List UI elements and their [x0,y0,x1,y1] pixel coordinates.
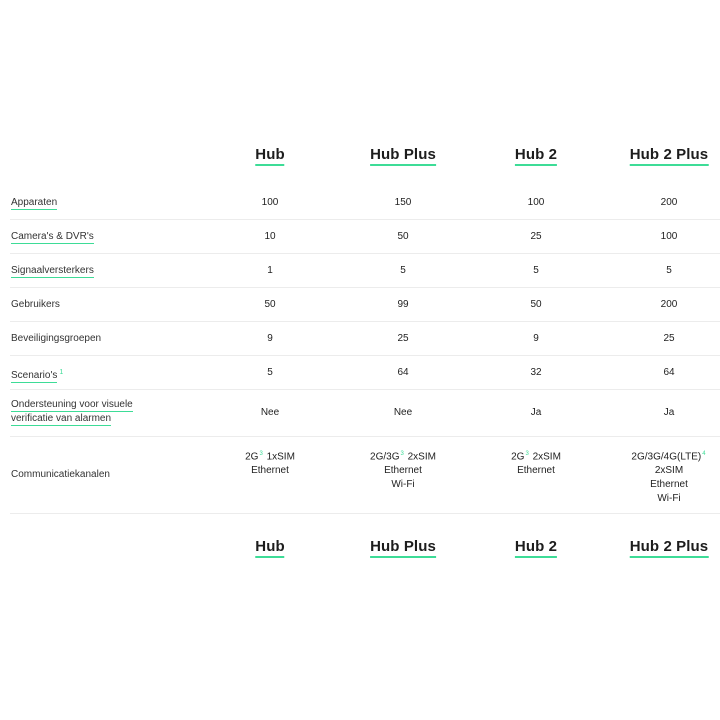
table-row [10,288,720,322]
header-hub-link[interactable]: Hub [255,146,284,166]
cell-value: 99 [397,299,409,310]
row-label-communicatiekanalen: Communicatiekanalen [11,469,110,480]
channel-sim: 1xSIM [266,451,295,463]
table-row [10,254,720,288]
channels-cell [245,447,295,478]
footnote-marker[interactable]: 1 [59,369,64,376]
row-label-visual-verification[interactable]: Ondersteuning voor visuele verificatie van alarmen [11,399,133,424]
cell-value: 50 [530,299,542,310]
table-row [10,322,720,356]
cell-value: 200 [660,299,678,310]
table-row [10,186,720,220]
channel-line: Ethernet [384,465,422,477]
cell-value: 64 [397,367,409,378]
cell-value: 50 [397,231,409,242]
cell-value: 5 [400,265,406,276]
cell-value: 25 [397,333,409,344]
header-row-top [0,136,720,176]
cell-value: Nee [393,407,413,418]
footnote-marker[interactable]: 4 [702,451,706,457]
cell-value: Nee [260,407,280,418]
row-label-scenarios[interactable]: Scenario's $^1$ [11,369,64,382]
cell-value: 9 [533,333,539,344]
footer-hub-2-plus-link[interactable]: Hub 2 Plus [630,538,709,558]
cell-value: 100 [527,197,545,208]
channel-sim: 2xSIM [532,451,561,463]
cell-value: 32 [530,367,542,378]
header-hub-plus-link[interactable]: Hub Plus [370,146,436,166]
channel-sim: 2xSIM [407,451,436,463]
cell-value: 5 [666,265,672,276]
row-label-gebruikers: Gebruikers [11,299,60,310]
row-label-cameras[interactable]: Camera's & DVR's [11,231,94,242]
cell-value: 10 [264,231,276,242]
footer-hub-2-link[interactable]: Hub 2 [515,538,557,558]
cell-value: 50 [264,299,276,310]
header-hub-2-plus-link[interactable]: Hub 2 Plus [630,146,709,166]
table-row [10,356,720,390]
channels-cell [511,447,561,478]
channel-line: Ethernet [650,479,688,491]
cell-value: 5 [533,265,539,276]
footnote-marker[interactable]: 3 [525,451,529,457]
header-row-bottom [0,528,720,568]
channel-tech: 2G [245,451,259,463]
channel-line: Wi-Fi [391,479,415,491]
cell-value: 150 [394,197,412,208]
channel-tech: 2G/3G/4G(LTE) [631,451,702,463]
footer-hub-link[interactable]: Hub [255,538,284,558]
channel-line: 2xSIM [654,465,684,477]
channel-tech: 2G/3G [370,451,400,463]
cell-value: 25 [530,231,542,242]
cell-value: 100 [660,231,678,242]
row-label-signaalversterkers[interactable]: Signaalversterkers [11,265,94,276]
footer-hub-plus-link[interactable]: Hub Plus [370,538,436,558]
cell-value: 100 [261,197,279,208]
channel-line: Ethernet [251,465,289,477]
table-row [10,220,720,254]
footnote-marker[interactable]: 3 [259,451,263,457]
cell-value: 200 [660,197,678,208]
cell-value: 5 [267,367,273,378]
table-row [10,437,720,514]
cell-value: Ja [530,407,542,418]
table-row [10,390,720,437]
cell-value: 64 [663,367,675,378]
channels-cell [631,447,706,506]
channel-line: Ethernet [517,465,555,477]
row-label-apparaten[interactable]: Apparaten [11,197,58,208]
cell-value: 25 [663,333,675,344]
channel-tech: 2G [511,451,525,463]
cell-value: Ja [663,407,675,418]
row-label-beveiligingsgroepen: Beveiligingsgroepen [11,333,102,344]
footnote-marker[interactable]: 3 [400,451,404,457]
channels-cell [370,447,436,492]
cell-value: 9 [267,333,273,344]
header-hub-2-link[interactable]: Hub 2 [515,146,557,166]
cell-value: 1 [267,265,273,276]
channel-line: Wi-Fi [657,493,681,505]
